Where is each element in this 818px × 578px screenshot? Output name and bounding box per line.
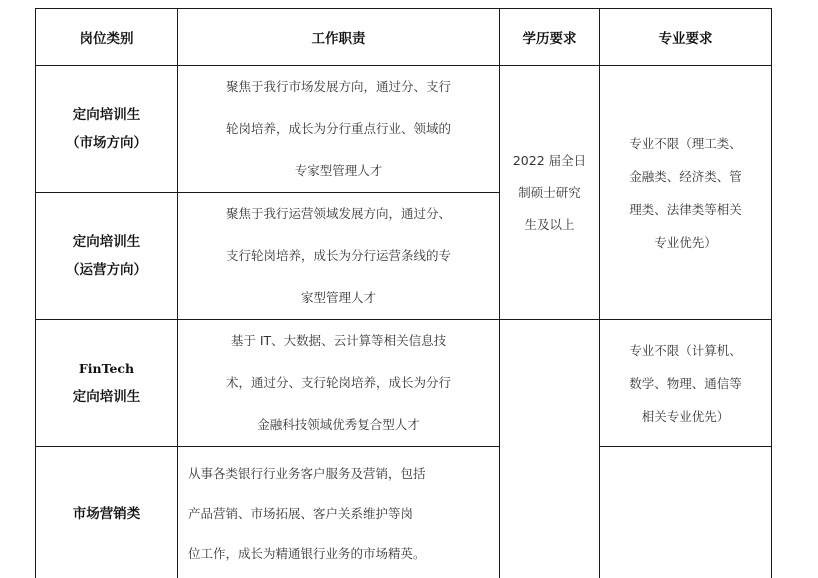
duty-line: 聚焦于我行运营领域发展方向，通过分、: [225, 206, 451, 221]
category-line: （市场方向）: [66, 135, 147, 151]
category-cell: [36, 320, 178, 447]
category-cell: [36, 66, 178, 193]
education-cell: [500, 66, 600, 320]
duty-line: 术，通过分、支行轮岗培养，成长为分行: [225, 375, 451, 390]
category-line: 定向培训生: [72, 389, 141, 405]
duties-cell: [178, 320, 500, 447]
category-line: 定向培训生: [72, 234, 141, 250]
duty-line: 支行轮岗培养，成长为分行运营条线的专: [225, 248, 451, 263]
major-line: 专业不限（计算机、: [629, 342, 742, 358]
education-line: 生及以上: [524, 216, 575, 232]
duty-line: 轮岗培养，成长为分行重点行业、领域的: [225, 121, 451, 136]
duty-line: 专家型管理人才: [294, 163, 383, 178]
education-cell-empty: [500, 320, 600, 578]
major-line: 金融类、经济类、管: [629, 168, 742, 184]
duties-cell: [178, 447, 500, 578]
category-line: 市场营销类: [72, 505, 141, 522]
duty-line: 产品营销、市场拓展、客户关系维护等岗: [188, 505, 414, 521]
duty-line: 从事各类银行行业务客户服务及营销，包括: [188, 465, 426, 481]
duty-line: 金融科技领域优秀复合型人才: [257, 417, 420, 432]
education-line: 制硕士研究: [518, 184, 581, 200]
duty-line: 位工作，成长为精通银行业务的市场精英。: [188, 545, 426, 561]
major-cell-empty: [600, 447, 772, 578]
major-line: 专业不限（理工类、: [629, 135, 742, 151]
duties-cell: [178, 66, 500, 193]
category-line: （运营方向）: [66, 262, 147, 278]
education-line: 2022 届全日: [512, 152, 587, 168]
category-line: 定向培训生: [72, 107, 141, 123]
major-line: 数学、物理、通信等: [629, 375, 742, 391]
major-line: 相关专业优先）: [641, 408, 730, 424]
major-cell: [600, 66, 772, 320]
table-header-row: [36, 9, 772, 66]
major-line: 理类、法律类等相关: [629, 201, 742, 217]
job-requirements-table: [35, 8, 772, 578]
major-cell: [600, 320, 772, 447]
duties-cell: [178, 193, 500, 320]
header-major: 专业要求: [600, 9, 772, 66]
table-row: [36, 320, 772, 447]
duty-line: 聚焦于我行市场发展方向，通过分、支行: [225, 79, 451, 94]
header-education: 学历要求: [500, 9, 600, 66]
duty-line: 家型管理人才: [300, 290, 376, 305]
duty-line: 基于 IT、大数据、云计算等相关信息技: [230, 333, 447, 348]
table-row: [36, 66, 772, 193]
category-line: FinTech: [78, 361, 135, 376]
table-row: [36, 447, 772, 578]
category-cell: [36, 193, 178, 320]
category-cell: [36, 447, 178, 578]
header-duties: 工作职责: [178, 9, 500, 66]
header-category: 岗位类别: [36, 9, 178, 66]
major-line: 专业优先）: [654, 234, 717, 250]
